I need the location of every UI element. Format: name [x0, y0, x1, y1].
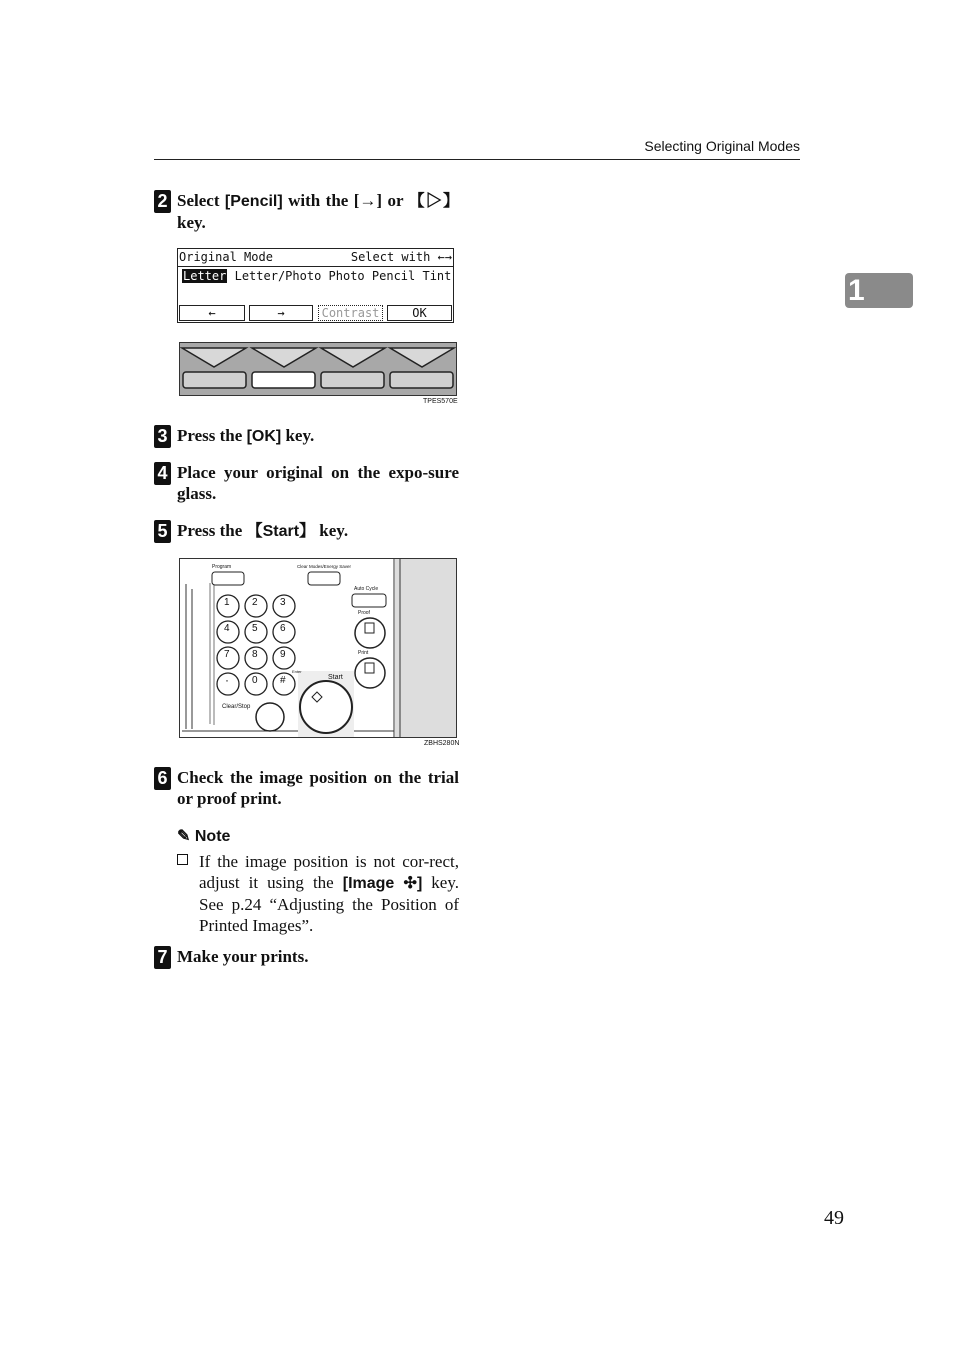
soft-key-illustration	[180, 343, 456, 395]
soft-key	[183, 372, 246, 388]
soft-key-panel	[179, 342, 457, 396]
step-number: 3	[154, 425, 171, 448]
step-number: 2	[154, 190, 171, 213]
program-key	[212, 572, 244, 585]
figure-code: ZBHS280N	[424, 740, 460, 747]
print-label: Print	[358, 650, 369, 656]
clear-modes-key	[308, 572, 340, 585]
lcd-left-button[interactable]: ←	[179, 305, 245, 321]
start-key	[300, 681, 352, 733]
step-number: 7	[154, 946, 171, 969]
lcd-right-button[interactable]: →	[249, 305, 313, 321]
lcd-contrast-button[interactable]: Contrast	[318, 305, 383, 321]
clear-stop-key	[256, 703, 284, 731]
start-label: Start	[328, 674, 343, 681]
step-text: Select [Pencil] with the [→] or 【▷】 key.	[177, 191, 459, 232]
lcd-options	[182, 269, 451, 283]
lcd-ok-button[interactable]: OK	[387, 305, 452, 321]
note-text: If the image position is not cor-rect, adjust it using the [Image ✣] key. See p.24 “Adjusting the Position of Printed Images”.	[199, 852, 459, 935]
enter-label: Enter	[292, 669, 302, 674]
step-6	[154, 767, 459, 809]
step-text: Press the [OK] key.	[177, 426, 315, 445]
step-number: 5	[154, 520, 171, 543]
auto-cycle-key	[352, 594, 386, 607]
pencil-icon: ✎	[177, 828, 191, 845]
lcd-title: Original Mode	[179, 250, 273, 264]
clear-stop-label: Clear/Stop	[222, 704, 251, 710]
lcd-option[interactable]: Pencil	[371, 269, 416, 283]
operation-panel: Program Clear Modes/Energy Saver Auto Cycle Proof Print Enter Start Clear/Stop 1 2 3 4 5 6 7 8 9 · 0 #	[179, 558, 457, 738]
proof-label: Proof	[358, 610, 370, 616]
lcd-hint: Select with ←→	[350, 250, 452, 264]
checkbox-bullet-icon	[177, 854, 188, 865]
operation-panel-illustration	[180, 559, 456, 737]
auto-cycle-label: Auto Cycle	[354, 586, 379, 592]
step-3	[154, 425, 459, 447]
step-5	[154, 520, 459, 542]
lcd-option[interactable]: Letter/Photo	[234, 269, 322, 283]
lcd-display	[177, 248, 454, 323]
step-number: 6	[154, 767, 171, 790]
clear-modes-label: Clear Modes/Energy Saver	[297, 564, 352, 569]
chapter-tab: 1	[845, 273, 913, 308]
program-label: Program	[212, 564, 232, 570]
lcd-option[interactable]: Photo	[328, 269, 365, 283]
step-text: Check the image position on the trial or proof print.	[177, 768, 459, 808]
soft-key	[321, 372, 384, 388]
page-number: 49	[824, 1207, 844, 1229]
step-text: Place your original on the expo-sure glass.	[177, 463, 459, 503]
note-body	[177, 851, 459, 936]
lcd-option[interactable]: Tint	[422, 269, 452, 283]
step-2	[154, 190, 459, 233]
figure-code: TPES570E	[423, 398, 458, 405]
step-4	[154, 462, 459, 504]
soft-key	[252, 372, 315, 388]
soft-key	[390, 372, 453, 388]
lcd-option-selected[interactable]: Letter	[183, 269, 227, 283]
note-heading: ✎ Note	[177, 828, 231, 845]
header-rule	[154, 159, 800, 160]
step-text: Press the 【Start】 key.	[177, 521, 349, 540]
step-7	[154, 946, 459, 967]
step-text: Make your prints.	[177, 947, 309, 966]
step-number: 4	[154, 462, 171, 485]
header-section-title: Selecting Original Modes	[644, 138, 800, 154]
